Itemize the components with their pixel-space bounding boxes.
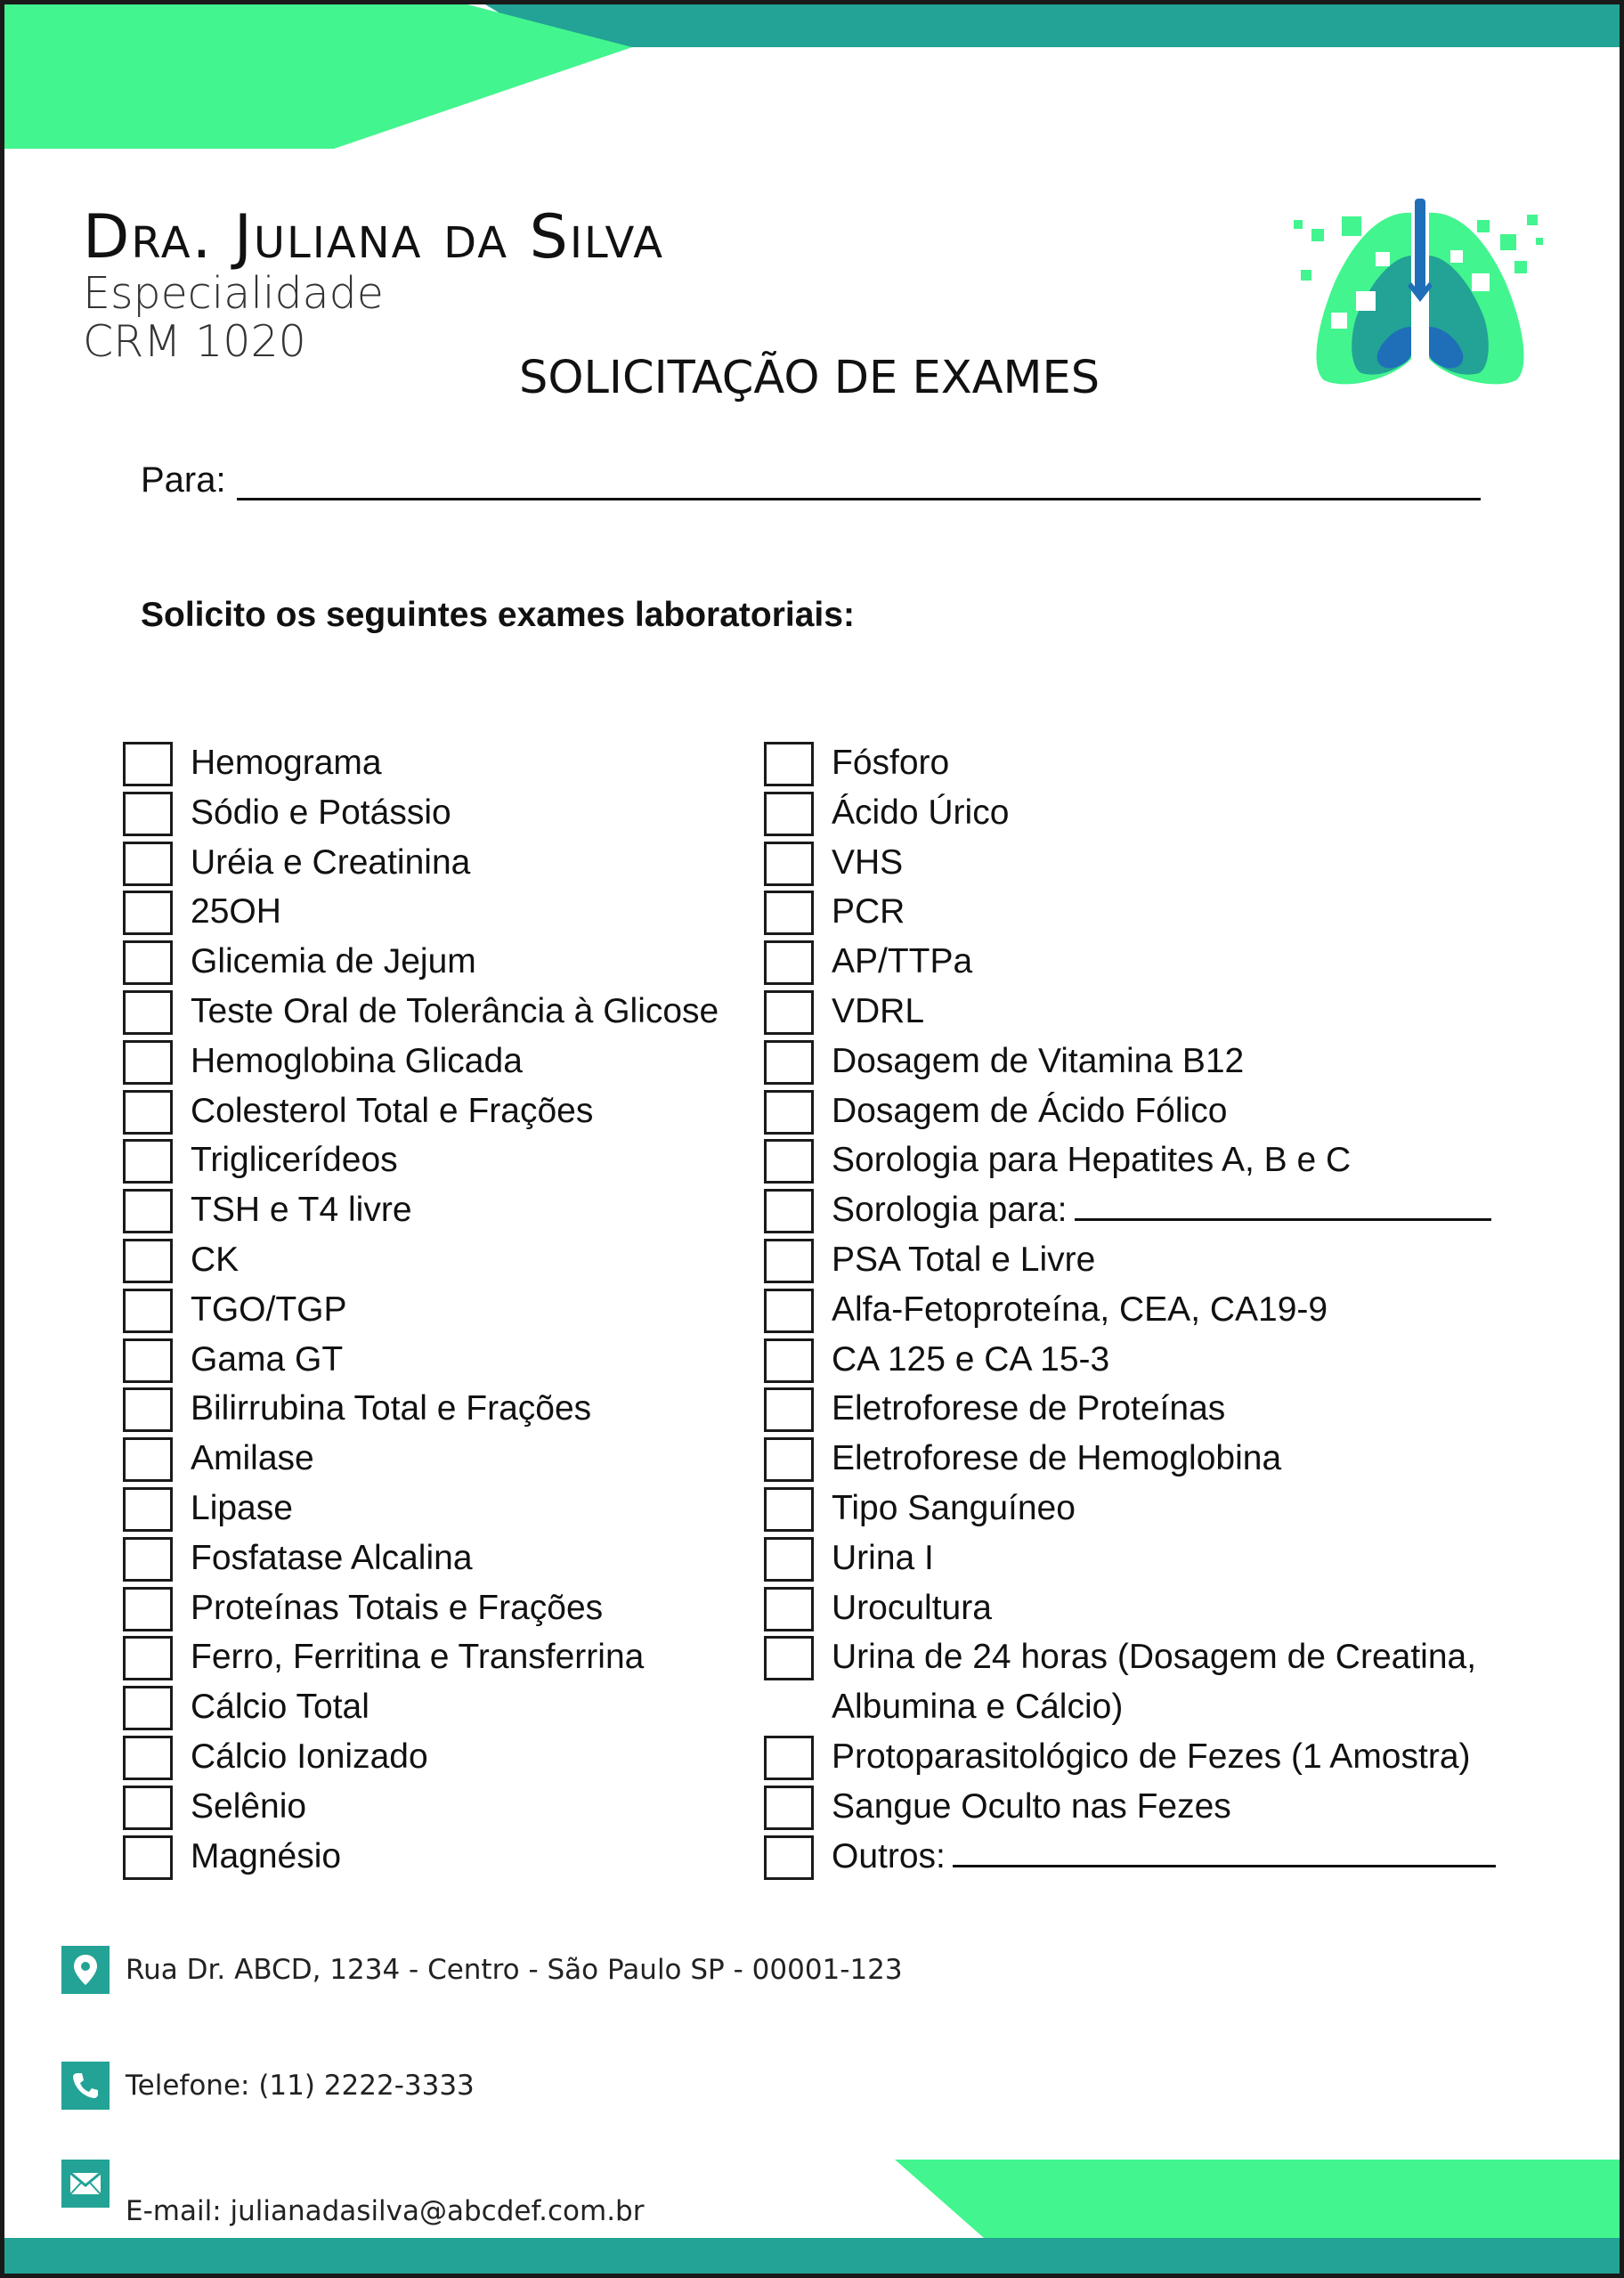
document-title: SOLICITAÇÃO DE EXAMES (519, 352, 1100, 404)
exam-checkbox[interactable] (123, 940, 173, 985)
exam-label: PCR (832, 892, 905, 932)
exam-label: Cálcio Ionizado (191, 1737, 428, 1776)
exam-label: Cálcio Total (191, 1688, 369, 1727)
exam-checkbox[interactable] (764, 1636, 814, 1680)
exam-label: Protoparasitológico de Fezes (1 Amostra) (832, 1737, 1471, 1776)
exam-checkbox[interactable] (123, 1437, 173, 1482)
exam-checkbox[interactable] (764, 1736, 814, 1780)
exam-item (764, 1485, 1512, 1535)
exam-checkbox[interactable] (764, 1289, 814, 1333)
recipient-row (141, 460, 1481, 500)
exam-item (123, 939, 746, 988)
exam-item (123, 889, 746, 939)
exam-label: Ferro, Ferritina e Transferrina (191, 1638, 645, 1677)
exam-label: Teste Oral de Tolerância à Glicose (191, 991, 719, 1030)
exam-item (123, 1585, 746, 1635)
exam-item (123, 840, 746, 890)
exam-item (764, 1535, 1512, 1585)
exam-checkbox[interactable] (123, 1139, 173, 1184)
exam-label: TGO/TGP (191, 1290, 347, 1329)
exam-checkbox[interactable] (123, 1786, 173, 1830)
exam-label: Hemoglobina Glicada (191, 1041, 523, 1080)
exam-item (764, 840, 1512, 890)
exam-item (764, 889, 1512, 939)
exam-label: VHS (832, 842, 904, 882)
exam-checkbox[interactable] (123, 1387, 173, 1432)
exam-label: Dosagem de Ácido Fólico (832, 1091, 1228, 1130)
exam-checkbox[interactable] (764, 1139, 814, 1184)
exam-label: Dosagem de Vitamina B12 (832, 1041, 1245, 1080)
exam-label (832, 1832, 1496, 1882)
exam-item (764, 740, 1512, 790)
doctor-name: Dra. Juliana da Silva (83, 202, 665, 273)
location-pin-icon (61, 1946, 110, 1994)
exam-checkbox[interactable] (764, 1487, 814, 1532)
exam-label: TSH e T4 livre (191, 1191, 412, 1230)
exam-item (764, 1088, 1512, 1138)
exam-item (764, 1634, 1512, 1734)
exam-item (764, 790, 1512, 840)
exam-checkbox[interactable] (764, 1835, 814, 1880)
exam-item (123, 1784, 746, 1834)
exam-checkbox[interactable] (123, 1686, 173, 1730)
exam-checkbox[interactable] (123, 1289, 173, 1333)
exam-item (123, 1684, 746, 1734)
exam-checkbox[interactable] (123, 891, 173, 935)
exam-item (123, 988, 746, 1038)
exam-label: Gama GT (191, 1339, 344, 1379)
serology-other-label: Sorologia para: (832, 1191, 1068, 1230)
recipient-label: Para: (141, 460, 226, 500)
contact-address (61, 1946, 903, 1994)
contact-email (61, 2140, 644, 2227)
exam-checkbox[interactable] (764, 891, 814, 935)
other-exams-field[interactable] (953, 1835, 1496, 1867)
exam-label: Urina de 24 horas (Dosagem de Creatina, Albumina e Cálcio) (832, 1638, 1477, 1727)
address-text: Rua Dr. ABCD, 1234 - Centro - São Paulo SP - 00001-123 (126, 1954, 903, 1986)
exam-item (764, 988, 1512, 1038)
exam-checkbox[interactable] (764, 842, 814, 886)
exam-item (123, 1535, 746, 1585)
exam-item (123, 1038, 746, 1088)
doctor-crm: CRM 1020 (83, 316, 306, 367)
exam-checkbox[interactable] (123, 742, 173, 786)
exam-item (123, 1634, 746, 1684)
other-exams-label: Outros: (832, 1836, 946, 1875)
exam-checkbox[interactable] (764, 1090, 814, 1135)
exam-label: Ácido Úrico (832, 793, 1010, 832)
exam-item (764, 1436, 1512, 1485)
exam-label: Glicemia de Jejum (191, 942, 476, 981)
exam-checkbox[interactable] (123, 1090, 173, 1135)
exam-item (764, 1287, 1512, 1337)
top-teal-band (485, 4, 1624, 47)
exam-checkbox[interactable] (123, 842, 173, 886)
exam-checkbox[interactable] (764, 1587, 814, 1631)
bottom-mint-shape (895, 2160, 1624, 2238)
exam-checkbox[interactable] (123, 1736, 173, 1780)
exam-checkbox[interactable] (764, 742, 814, 786)
exam-item (764, 1734, 1512, 1784)
exam-item (764, 1187, 1512, 1237)
exam-checkbox[interactable] (123, 1636, 173, 1680)
serology-other-field[interactable] (1075, 1189, 1491, 1221)
exam-item (123, 790, 746, 840)
exam-item (123, 740, 746, 790)
exam-label: Fósforo (832, 744, 950, 782)
top-mint-shape (4, 4, 632, 149)
exam-label: CK (191, 1240, 240, 1279)
exam-label: PSA Total e Livre (832, 1240, 1096, 1279)
exam-item (764, 1386, 1512, 1436)
exam-list-right (764, 740, 1512, 1883)
exam-checkbox[interactable] (123, 990, 173, 1035)
exam-label: Amilase (191, 1439, 314, 1478)
exam-item (123, 1734, 746, 1784)
exam-item (764, 1038, 1512, 1088)
exam-label: Tipo Sanguíneo (832, 1488, 1076, 1527)
exam-label: Sorologia para Hepatites A, B e C (832, 1141, 1352, 1180)
exam-label: CA 125 e CA 15-3 (832, 1339, 1110, 1379)
exam-item (764, 1585, 1512, 1635)
exam-item (123, 1137, 746, 1187)
lungs-icon (1294, 193, 1547, 393)
exam-item (123, 1187, 746, 1237)
contact-phone (61, 2062, 475, 2110)
exam-checkbox[interactable] (123, 1040, 173, 1085)
exam-checkbox[interactable] (764, 792, 814, 836)
exam-label: Urocultura (832, 1588, 992, 1627)
envelope-icon (61, 2160, 110, 2208)
exam-label: Uréia e Creatinina (191, 842, 471, 882)
exam-list-left (123, 740, 746, 1883)
phone-icon (61, 2062, 110, 2110)
exam-label: Sódio e Potássio (191, 793, 451, 832)
exam-label: Selênio (191, 1786, 307, 1826)
email-text: E-mail: julianadasilva@abcdef.com.br (126, 2195, 645, 2227)
exam-checkbox[interactable] (764, 1437, 814, 1482)
exam-label: Magnésio (191, 1836, 342, 1875)
exam-checkbox[interactable] (123, 1239, 173, 1283)
exam-label: Eletroforese de Proteínas (832, 1389, 1226, 1428)
exam-label: Bilirrubina Total e Frações (191, 1389, 592, 1428)
exam-checkbox[interactable] (764, 1786, 814, 1830)
exam-item (123, 1088, 746, 1138)
exam-checkbox[interactable] (764, 1239, 814, 1283)
bottom-teal-band (4, 2238, 1624, 2278)
exam-label: Fosfatase Alcalina (191, 1538, 473, 1577)
exam-checkbox[interactable] (764, 940, 814, 985)
exam-label: Triglicerídeos (191, 1141, 398, 1180)
exam-checkbox[interactable] (123, 1487, 173, 1532)
exam-checkbox[interactable] (123, 1835, 173, 1880)
exam-label: VDRL (832, 991, 925, 1030)
exam-checkbox[interactable] (123, 1338, 173, 1383)
exam-checkbox[interactable] (123, 1537, 173, 1582)
exam-label: Eletroforese de Hemoglobina (832, 1439, 1282, 1478)
exam-item (123, 1337, 746, 1387)
exam-label: Hemograma (191, 744, 382, 782)
exam-label: Sangue Oculto nas Fezes (832, 1786, 1231, 1826)
doctor-specialty: Especialidade (83, 268, 384, 319)
exam-item (123, 1485, 746, 1535)
exam-item (764, 1337, 1512, 1387)
exam-checkbox[interactable] (123, 1189, 173, 1233)
exam-checkbox[interactable] (764, 1387, 814, 1432)
exam-label (832, 1185, 1491, 1235)
exam-label: 25OH (191, 892, 281, 932)
exam-checkbox[interactable] (764, 1040, 814, 1085)
exam-item (123, 1436, 746, 1485)
exam-item (764, 1137, 1512, 1187)
exam-item (764, 1237, 1512, 1287)
exam-label: Proteínas Totais e Frações (191, 1588, 604, 1627)
exam-label: Lipase (191, 1488, 293, 1527)
exam-label: Urina I (832, 1538, 934, 1577)
exam-item (764, 1784, 1512, 1834)
exam-checkbox[interactable] (764, 1189, 814, 1233)
intro-text: Solicito os seguintes exames laboratoriais: (141, 596, 855, 634)
exam-item (123, 1834, 746, 1883)
exam-label: AP/TTPa (832, 942, 973, 981)
exam-item (764, 1834, 1512, 1883)
exam-item (764, 939, 1512, 988)
recipient-field[interactable] (237, 461, 1481, 500)
exam-item (123, 1386, 746, 1436)
exam-item (123, 1237, 746, 1287)
exam-checkbox[interactable] (764, 990, 814, 1035)
exam-checkbox[interactable] (764, 1537, 814, 1582)
exam-checkbox[interactable] (764, 1338, 814, 1383)
exam-checkbox[interactable] (123, 792, 173, 836)
exam-label: Alfa-Fetoproteína, CEA, CA19-9 (832, 1290, 1328, 1329)
exam-checkbox[interactable] (123, 1587, 173, 1631)
phone-text: Telefone: (11) 2222-3333 (126, 2070, 475, 2102)
exam-item (123, 1287, 746, 1337)
exam-label: Colesterol Total e Frações (191, 1091, 594, 1130)
